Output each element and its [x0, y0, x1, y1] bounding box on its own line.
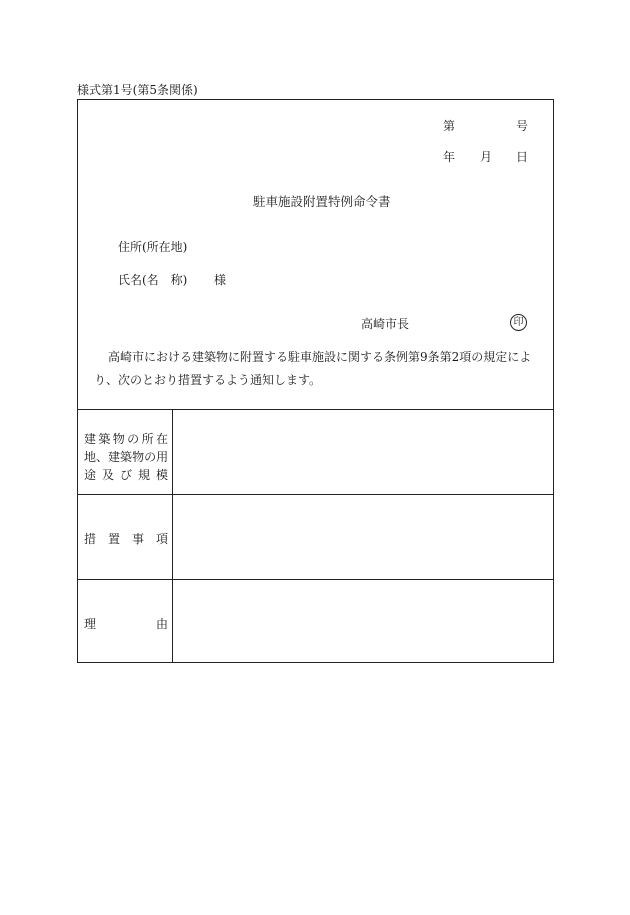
- table-top-border: [78, 409, 553, 410]
- date-day-label: 日: [516, 150, 529, 164]
- label-column-divider: [172, 409, 173, 662]
- notice-body: [94, 346, 550, 392]
- label-line-3: 途 及 び 規 模: [84, 468, 168, 482]
- label-line-2: 地 、 建 築 物 の 用: [84, 450, 169, 464]
- date-month-label: 月: [480, 150, 493, 164]
- label-measures: 措 置 事 項: [84, 532, 168, 546]
- notice-body-text: 高崎市における建築物に附置する駐車施設に関する条例第9条第2項の規定により、次のとおり措置するよう通知します。: [94, 350, 532, 387]
- label-building-location-use-scale: [84, 430, 168, 484]
- row-divider-1: [78, 494, 553, 495]
- document-number-prefix: 第: [443, 119, 456, 133]
- issuer-title: 高崎市長: [361, 317, 410, 331]
- document-number-suffix: 号: [516, 119, 529, 133]
- seal-char: 印: [513, 316, 524, 328]
- seal-mark: [510, 314, 527, 331]
- row-divider-2: [78, 579, 553, 580]
- honorific-label: 様: [214, 273, 227, 287]
- document-title: 駐車施設附置特例命令書: [253, 194, 391, 209]
- document-frame: [77, 99, 554, 663]
- recipient-name-label: 氏名(名 称): [118, 273, 188, 287]
- label-line-1: 建 築 物 の 所 在: [84, 432, 168, 446]
- label-reason: 理 由: [84, 617, 168, 631]
- form-number-label: 様式第1号(第5条関係): [77, 83, 198, 97]
- recipient-address-label: 住所(所在地): [118, 240, 188, 254]
- date-year-label: 年: [443, 150, 456, 164]
